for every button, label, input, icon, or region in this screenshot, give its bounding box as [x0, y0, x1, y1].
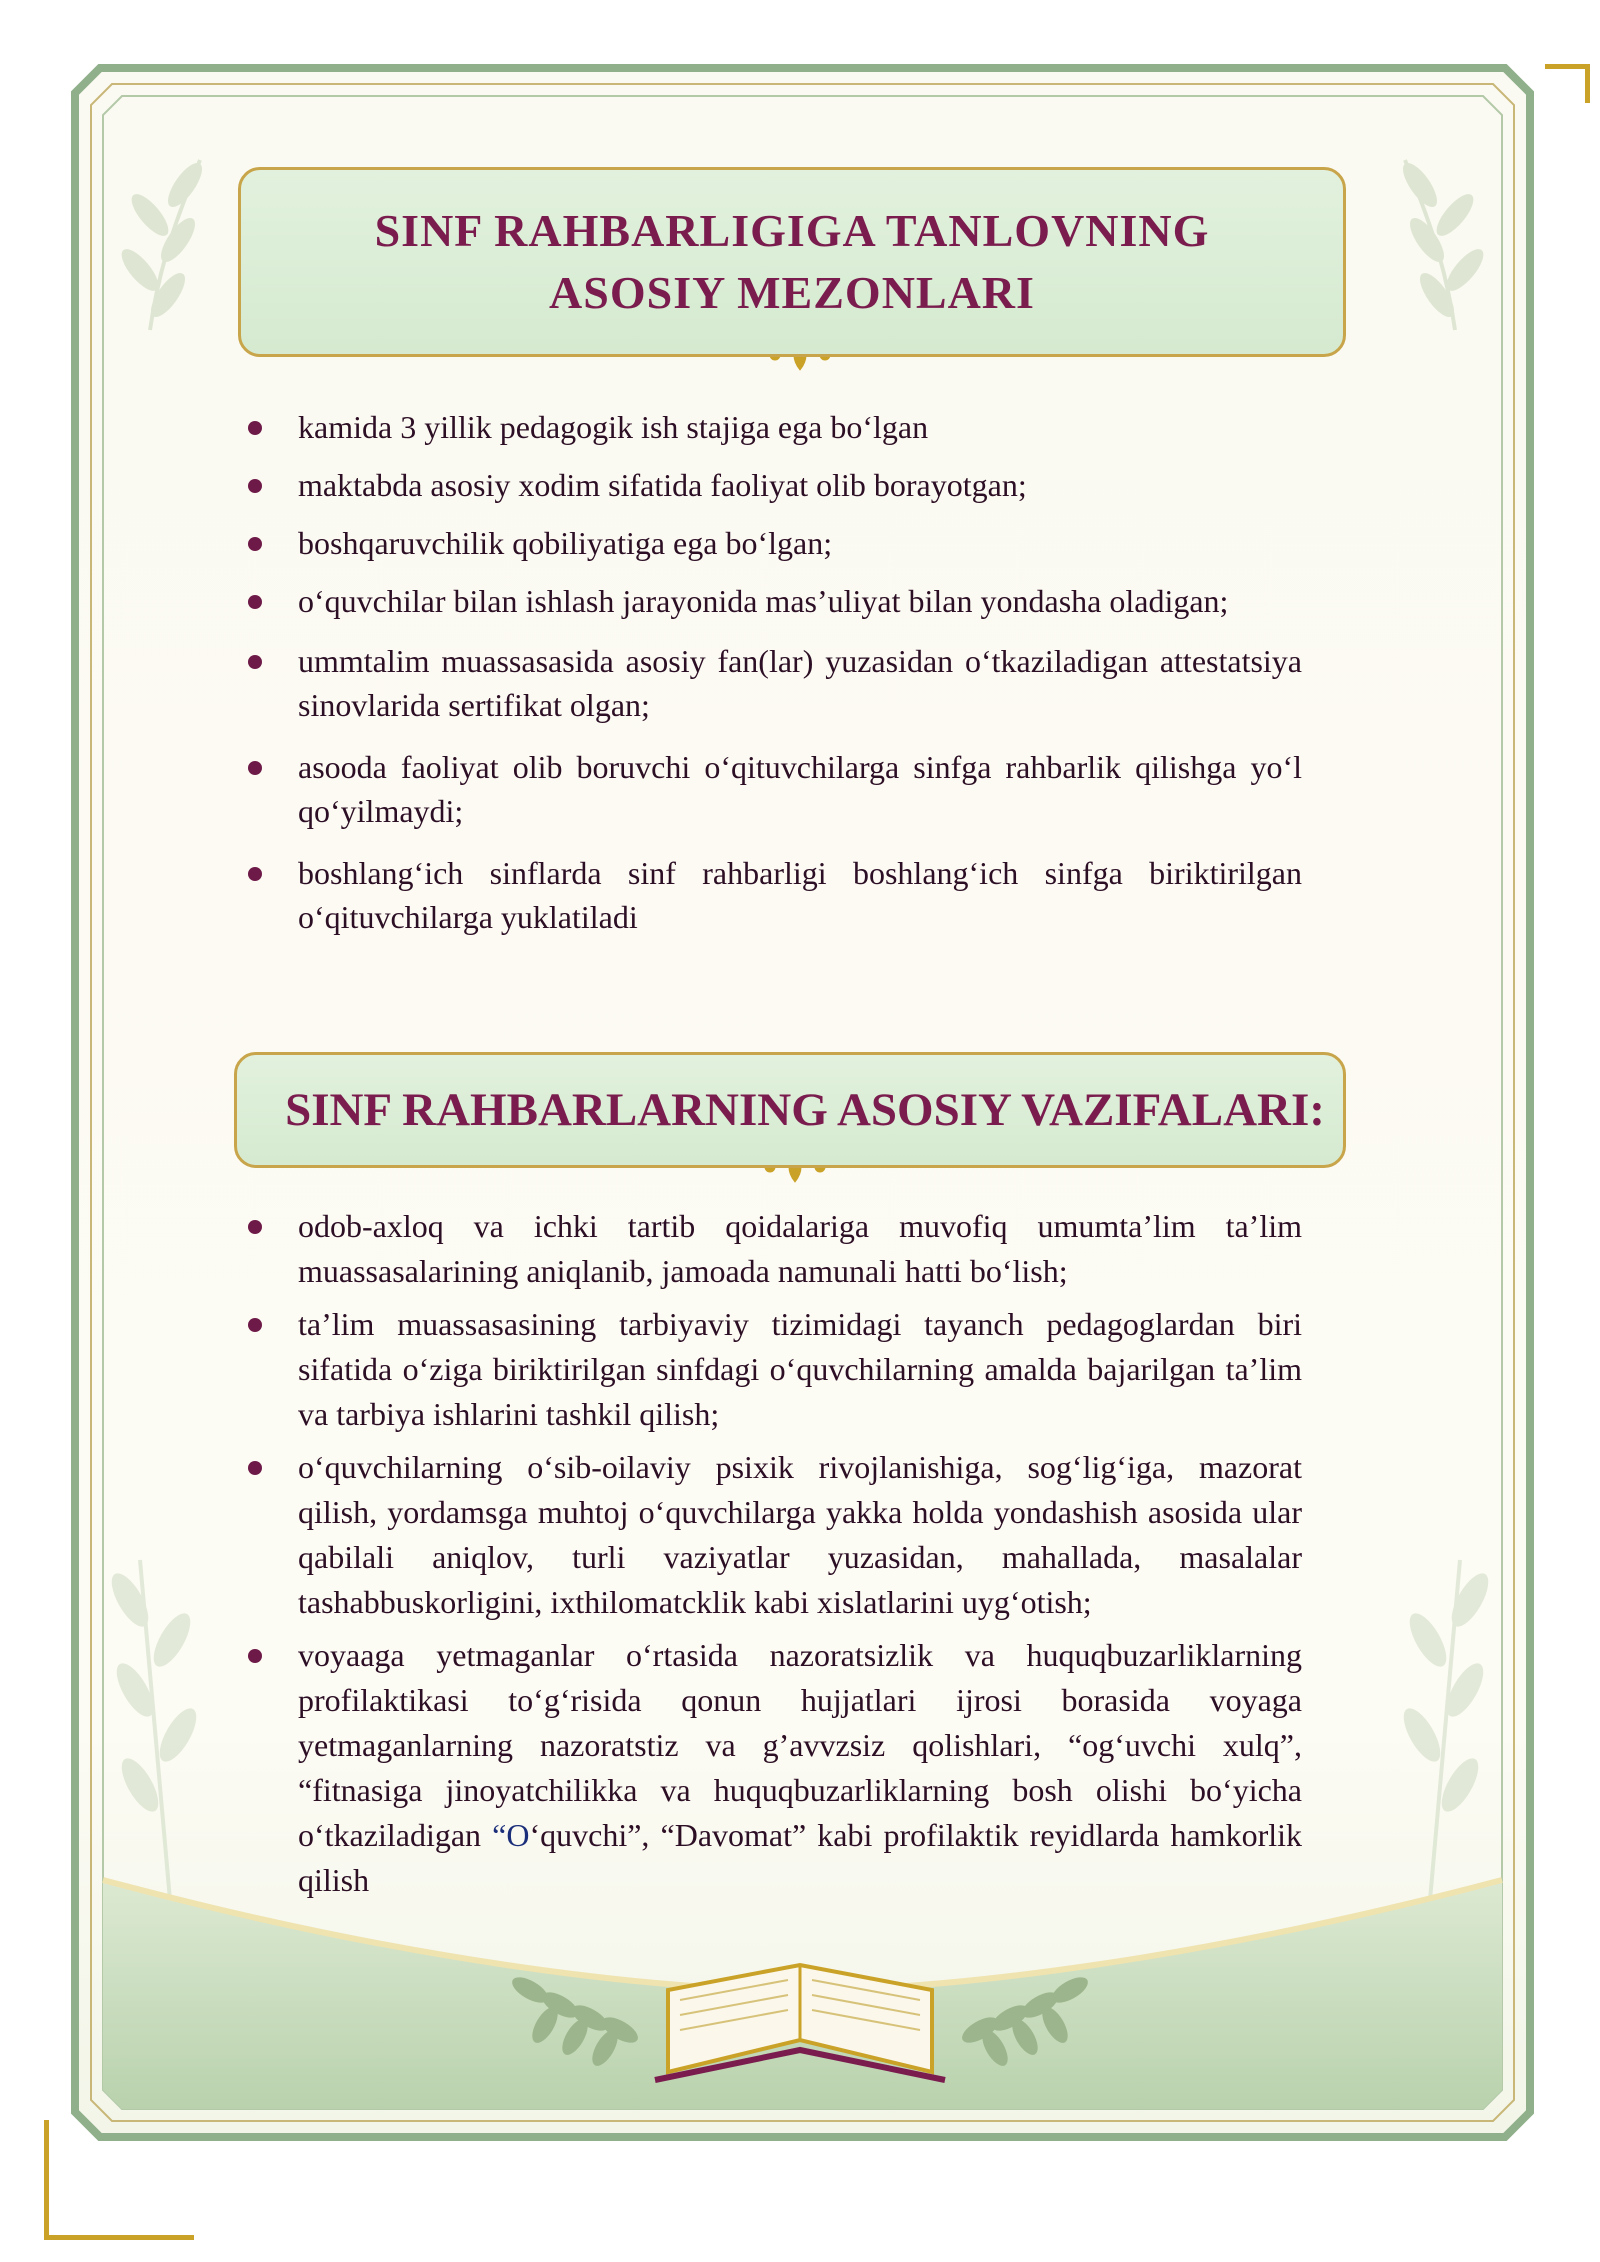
criteria-item: boshqaruvchilik qobiliyatiga ega bo‘lgan; — [298, 521, 1302, 565]
criteria-item: kamida 3 yillik pedagogik ish stajiga ega bo‘lgan — [298, 405, 1302, 449]
heading-criteria-line-2: ASOSIY MEZONLARI — [549, 267, 1035, 318]
bullet-icon — [248, 761, 262, 775]
duty-item: voyaaga yetmaganlar o‘rtasida nazoratsizlik va huquqbuzarliklarning profilaktikasi to‘g‘risida qonun hujjatlari ijrosi borasida voyaga yetmaganlarning nazoratstiz va g’avvzsiz qolishlari, “og‘uvchi xulq”, “fitnasiga jinoyatchilikka va huquqbuzarliklarning bosh olishi bo‘yicha o‘tkaziladigan “O‘quvchi”, “Davomat” kabi profilaktik reyidlarda hamkorlik qilish — [298, 1633, 1302, 1903]
heading-banner-criteria — [238, 167, 1346, 357]
bullet-icon — [248, 537, 262, 551]
duty-item: ta’lim muassasasining tarbiyaviy tizimidagi tayanch pedagoglardan biri sifatida o‘ziga biriktirilgan sinfdagi o‘quvchilarning amalda bajarilgan ta’lim va tarbiya ishlarini tashkil qilish; — [298, 1302, 1302, 1437]
bullet-icon — [248, 479, 262, 493]
bullet-icon — [248, 421, 262, 435]
bullet-icon — [248, 595, 262, 609]
heading-duties: SINF RAHBARLARNING ASOSIY VAZIFALARI: — [285, 1084, 1325, 1136]
duties-list — [298, 1204, 1302, 1903]
highlighted-quote: “O — [492, 1817, 530, 1853]
heading-criteria-line-1: SINF RAHBARLIGIGA TANLOVNING — [374, 205, 1210, 256]
bullet-icon — [248, 867, 262, 881]
criteria-list — [298, 405, 1302, 939]
criteria-item: o‘quvchilar bilan ishlash jarayonida mas’uliyat bilan yondasha oladigan; — [298, 579, 1302, 623]
criteria-item: ummtalim muassasasida asosiy fan(lar) yuzasidan o‘tkaziladigan attestatsiya sinovlarida sertifikat olgan; — [298, 639, 1302, 727]
bullet-icon — [248, 1220, 262, 1234]
criteria-item: asooda faoliyat olib boruvchi o‘qituvchilarga sinfga rahbarlik qilishga yo‘l qo‘yilmaydi; — [298, 745, 1302, 833]
bullet-icon — [248, 1318, 262, 1332]
criteria-item: maktabda asosiy xodim sifatida faoliyat olib borayotgan; — [298, 463, 1302, 507]
bullet-icon — [248, 655, 262, 669]
bullet-icon — [248, 1461, 262, 1475]
duty-item: o‘quvchilarning o‘sib-oilaviy psixik rivojlanishiga, sog‘lig‘iga, mazorat qilish, yordamsga muhtoj o‘quvchilarga yakka holda yondashish asosida ular qabilali aniqlov, turli vaziyatlar yuzasidan, mahallada, masalalar tashabbuskorligini, ixthilomatcklik kabi xislatlarini uyg‘otish; — [298, 1445, 1302, 1625]
bullet-icon — [248, 1649, 262, 1663]
criteria-item: boshlang‘ich sinflarda sinf rahbarligi boshlang‘ich sinfga biriktirilgan o‘qituvchilarga yuklatiladi — [298, 851, 1302, 939]
heading-banner-duties — [234, 1052, 1346, 1168]
duty-item: odob-axloq va ichki tartib qoidalariga muvofiq umumta’lim ta’lim muassasalarining aniqlanib, jamoada namunali hatti bo‘lish; — [298, 1204, 1302, 1294]
